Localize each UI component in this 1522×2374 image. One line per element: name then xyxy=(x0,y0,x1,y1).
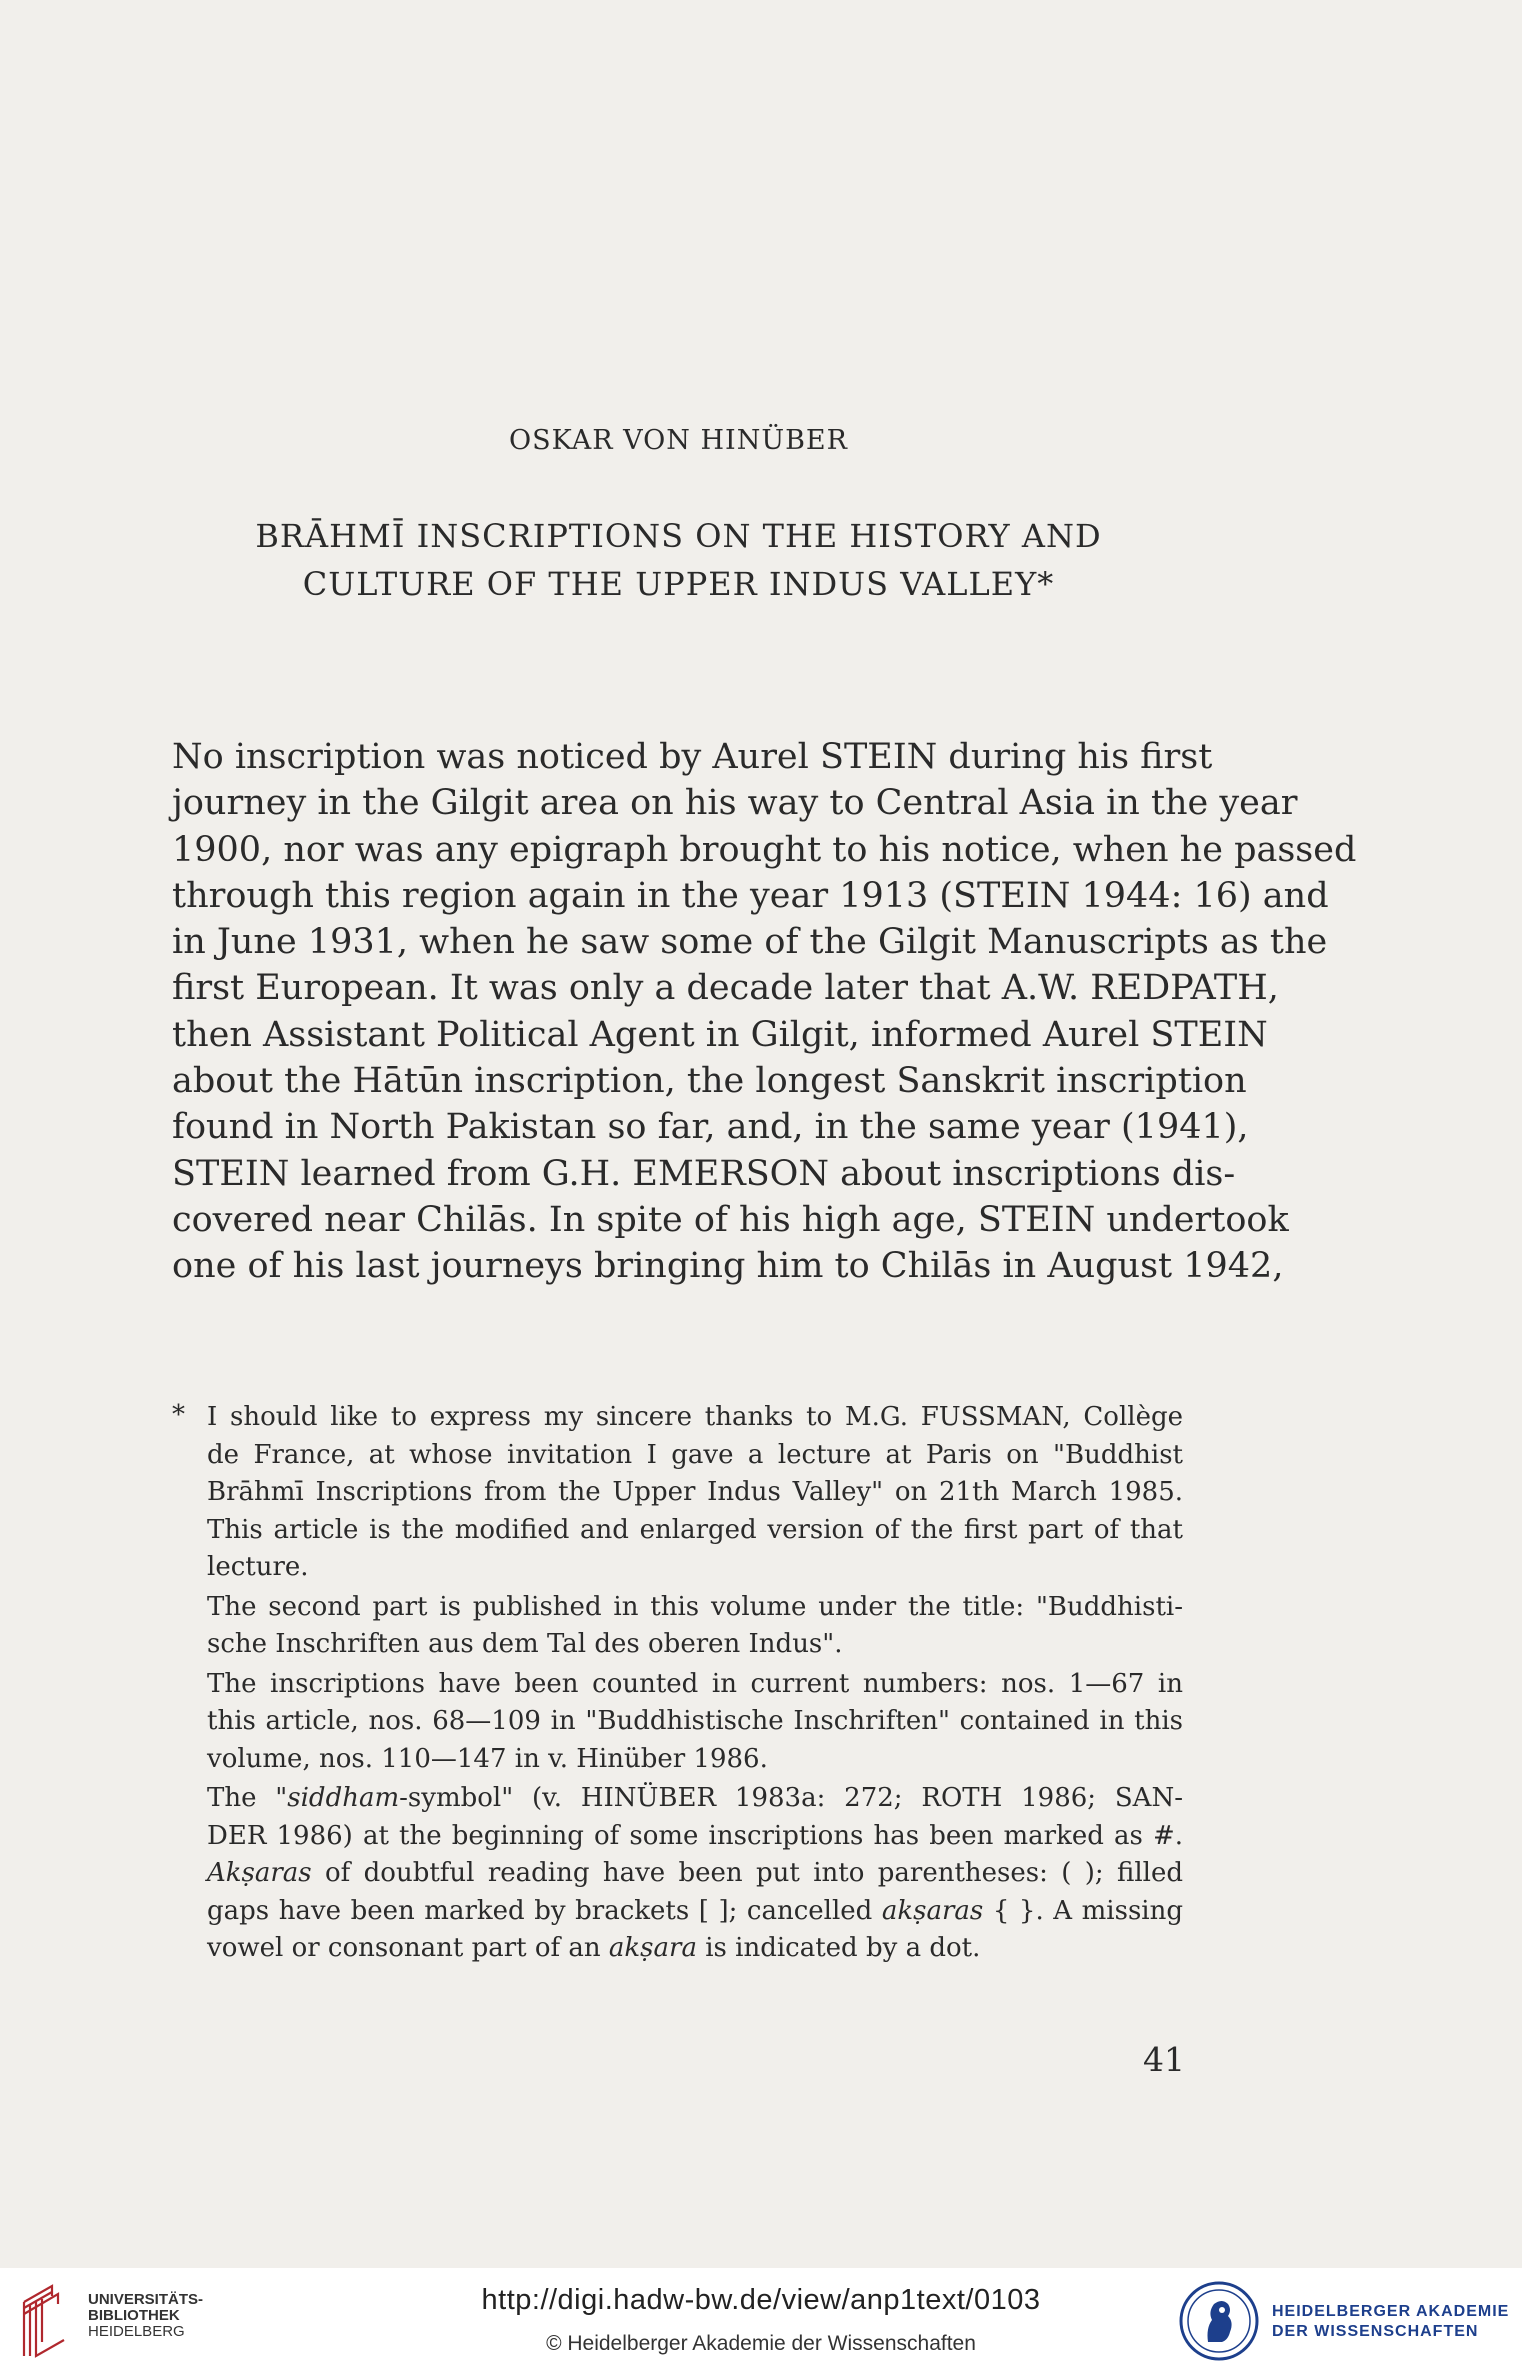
text-run: vowel or consonant part of an xyxy=(207,1933,609,1963)
text-run: { }. A missing xyxy=(983,1895,1183,1926)
text-run: gaps have been marked by brackets [ ]; cancelled xyxy=(207,1895,882,1926)
body-line: found in North Pakistan so far, and, in the same year (1941), xyxy=(172,1107,1249,1148)
footnote-line: lecture. xyxy=(207,1552,309,1582)
body-line: covered near Chilās. In spite of his high age, STEIN undertook xyxy=(172,1199,1289,1240)
footnote-paragraph xyxy=(207,1666,1183,1779)
viewer-footer xyxy=(0,2268,1522,2374)
footnote-line: sche Inschriften aus dem Tal des oberen Indus". xyxy=(207,1629,843,1659)
footnote-line xyxy=(207,1855,1183,1893)
academy-name-line: HEIDELBERGER AKADEMIE xyxy=(1272,2303,1510,2320)
page-number: 41 xyxy=(1143,2040,1185,2079)
body-line: first European. It was only a decade later that A.W. REDPATH, xyxy=(172,968,1279,1009)
footnote-paragraph xyxy=(207,1589,1183,1664)
text-run: of doubtful reading have been put into parentheses: ( ); filled xyxy=(311,1858,1183,1888)
body-line: 1900, nor was any epigraph brought to his notice, when he passed xyxy=(172,829,1357,870)
body-line: one of his last journeys bringing him to Chilās in August 1942, xyxy=(172,1246,1284,1287)
footnote-line: DER 1986) at the beginning of some inscriptions has been marked as #. xyxy=(207,1820,1183,1851)
footnote-paragraph xyxy=(207,1399,1183,1587)
library-name-line: UNIVERSITÄTS- xyxy=(88,2291,204,2308)
title-line: BRĀHMĪ INSCRIPTIONS ON THE HISTORY AND xyxy=(255,517,1102,555)
body-line: No inscription was noticed by Aurel STEIN during his first xyxy=(172,737,1213,777)
body-line: in June 1931, when he saw some of the Gilgit Manuscripts as the xyxy=(172,922,1328,963)
library-name-line: BIBLIOTHEK xyxy=(88,2307,180,2324)
body-line: STEIN learned from G.H. EMERSON about inscriptions dis- xyxy=(172,1153,1236,1194)
body-line: journey in the Gilgit area on his way to Central Asia in the year xyxy=(172,783,1298,824)
body-line: through this region again in the year 1913 (STEIN 1944: 16) and xyxy=(172,875,1329,916)
body-line: then Assistant Political Agent in Gilgit, informed Aurel STEIN xyxy=(172,1014,1268,1055)
italic-term: Akṣaras xyxy=(207,1858,312,1888)
body-line: about the Hātūn inscription, the longest Sanskrit inscription xyxy=(172,1061,1247,1102)
page-url-link[interactable]: http://digi.hadw-bw.de/view/anp1text/0103 xyxy=(481,2284,1041,2316)
footnote-line: volume, nos. 110—147 in v. Hinüber 1986. xyxy=(207,1743,768,1774)
body-paragraph xyxy=(172,734,1357,1290)
footnote-line: de France, at whose invitation I gave a lecture at Paris on "Buddhist xyxy=(207,1439,1183,1470)
footnote-line: this article, nos. 68—109 in "Buddhistische Inschriften" contained in this xyxy=(207,1706,1183,1736)
article-title xyxy=(0,512,1357,608)
text-run: -symbol" (v. HINÜBER 1983a: 272; ROTH 1986; SAN- xyxy=(399,1783,1183,1813)
author-name: OSKAR VON HINÜBER xyxy=(509,425,848,456)
italic-term: siddham xyxy=(287,1783,400,1813)
footnote-line xyxy=(207,1930,1183,1968)
footnote-body xyxy=(207,1399,1183,1968)
library-name-line: HEIDELBERG xyxy=(88,2323,185,2340)
italic-term: akṣaras xyxy=(881,1895,984,1926)
academy-seal-icon xyxy=(1178,2280,1260,2362)
footnote-line: I should like to express my sincere thanks to M.G. FUSSMAN, Collège xyxy=(207,1402,1183,1432)
text-run: is indicated by a dot. xyxy=(696,1933,981,1963)
copyright-notice: © Heidelberger Akademie der Wissenschaften xyxy=(546,2332,976,2355)
italic-term: akṣara xyxy=(608,1933,697,1963)
footnote-line xyxy=(207,1893,1183,1931)
footnote-line xyxy=(207,1780,1183,1818)
footnote-line: The inscriptions have been counted in current numbers: nos. 1—67 in xyxy=(207,1668,1183,1699)
academy-name-line: DER WISSENSCHAFTEN xyxy=(1272,2323,1479,2340)
text-run: The " xyxy=(207,1783,288,1813)
footnote-paragraph xyxy=(207,1780,1183,1968)
title-line: CULTURE OF THE UPPER INDUS VALLEY* xyxy=(302,565,1055,603)
academy-name xyxy=(1272,2302,1509,2342)
footnote-mark: * xyxy=(172,1400,185,1430)
footnote-line: The second part is published in this volume under the title: "Buddhisti- xyxy=(207,1591,1183,1622)
footnote-line: This article is the modified and enlarged version of the first part of that xyxy=(207,1514,1183,1545)
footnote-line: Brāhmī Inscriptions from the Upper Indus Valley" on 21th March 1985. xyxy=(207,1477,1183,1507)
footnote xyxy=(172,1397,1183,1968)
